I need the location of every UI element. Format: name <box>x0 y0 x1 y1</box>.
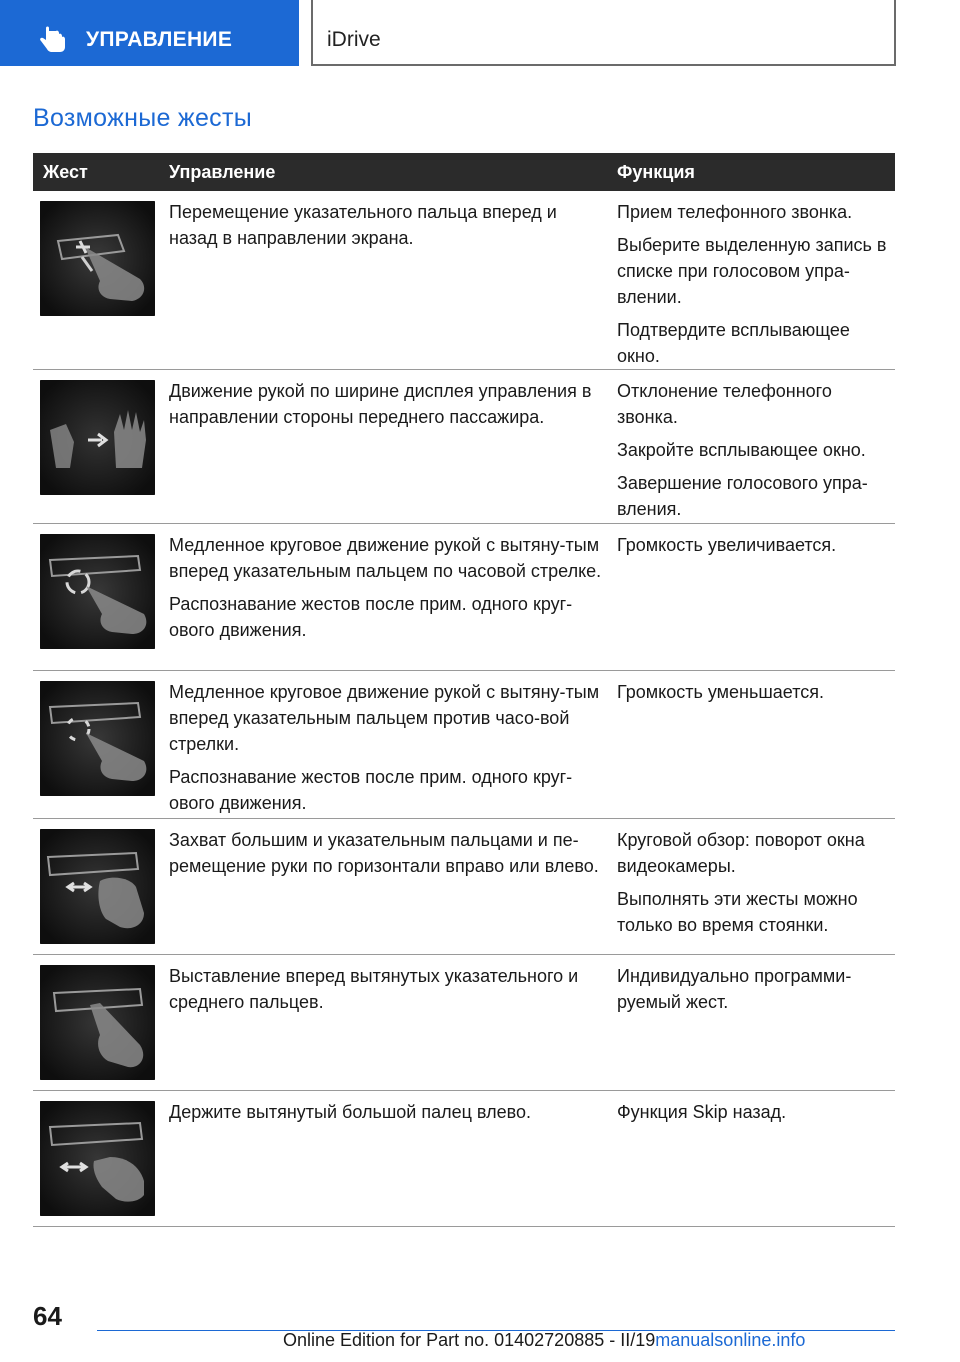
edition-text: Online Edition for Part no. 01402720885 - II/19 <box>283 1330 656 1350</box>
column-header-control: Управление <box>169 162 276 182</box>
function-text: Подтвердите всплывающее окно. <box>617 320 850 366</box>
function-text: Закройте всплывающее окно. <box>617 440 866 460</box>
control-text: Медленное круговое движение рукой с вытяну-тым вперед указательным пальцем против часо-вой стрелки. <box>169 682 600 754</box>
page-header <box>0 0 960 66</box>
function-text: Выберите выделенную запись в списке при голосовом упра-влении. <box>617 235 887 307</box>
section-label: УПРАВЛЕНИЕ <box>86 28 233 51</box>
table-row <box>33 955 895 1091</box>
gesture-grab-swipe-icon <box>40 829 155 944</box>
control-text: Перемещение указательного пальца вперед и назад в направлении экрана. <box>169 202 557 248</box>
footer-edition <box>283 1330 805 1351</box>
table-row <box>33 191 895 370</box>
function-text: Громкость уменьшается. <box>617 682 824 702</box>
table-row <box>33 671 895 819</box>
gesture-circle-clockwise-icon <box>40 534 155 649</box>
table-header <box>33 153 895 191</box>
control-text: Медленное круговое движение рукой с вытяну-тым вперед указательным пальцем по часовой стрелке. <box>169 535 602 581</box>
table-row <box>33 1091 895 1227</box>
gesture-thumb-left-icon <box>40 1101 155 1216</box>
table-row <box>33 370 895 524</box>
gestures-table <box>33 153 895 1227</box>
control-text: Держите вытянутый большой палец влево. <box>169 1102 531 1122</box>
hand-pointer-icon <box>38 26 68 54</box>
function-text: Круговой обзор: поворот окна видеокамеры. <box>617 830 865 876</box>
column-header-function: Функция <box>617 162 695 182</box>
chapter-label: iDrive <box>327 28 381 51</box>
page-number: 64 <box>33 1301 62 1331</box>
control-text: Распознавание жестов после прим. одного круг-ового движения. <box>169 594 573 640</box>
gesture-circle-counterclockwise-icon <box>40 681 155 796</box>
function-text: Завершение голосового упра-вления. <box>617 473 868 519</box>
page-title: Возможные жесты <box>33 104 252 132</box>
table-row <box>33 819 895 955</box>
gesture-swipe-forward-back-icon <box>40 201 155 316</box>
table-row <box>33 524 895 671</box>
control-text: Движение рукой по ширине дисплея управления в направлении стороны переднего пассажира. <box>169 381 592 427</box>
watermark-text: manualsonline.info <box>655 1330 806 1350</box>
function-text: Функция Skip назад. <box>617 1102 787 1122</box>
control-text: Захват большим и указательным пальцами и пе-ремещение руки по горизонтали вправо или влево. <box>169 830 599 876</box>
control-text: Выставление вперед вытянутых указательного и среднего пальцев. <box>169 966 579 1012</box>
column-header-gesture: Жест <box>43 162 88 182</box>
function-text: Громкость увеличивается. <box>617 535 837 555</box>
chapter-box <box>311 0 896 66</box>
control-text: Распознавание жестов после прим. одного круг-ового движения. <box>169 767 573 813</box>
gesture-hand-swipe-icon <box>40 380 155 495</box>
gesture-two-fingers-icon <box>40 965 155 1080</box>
function-text: Прием телефонного звонка. <box>617 202 853 222</box>
function-text: Отклонение телефонного звонка. <box>617 381 832 427</box>
function-text: Выполнять эти жесты можно только во время стоянки. <box>617 889 858 935</box>
section-tab <box>0 0 299 66</box>
function-text: Индивидуально программи-руемый жест. <box>617 966 852 1012</box>
